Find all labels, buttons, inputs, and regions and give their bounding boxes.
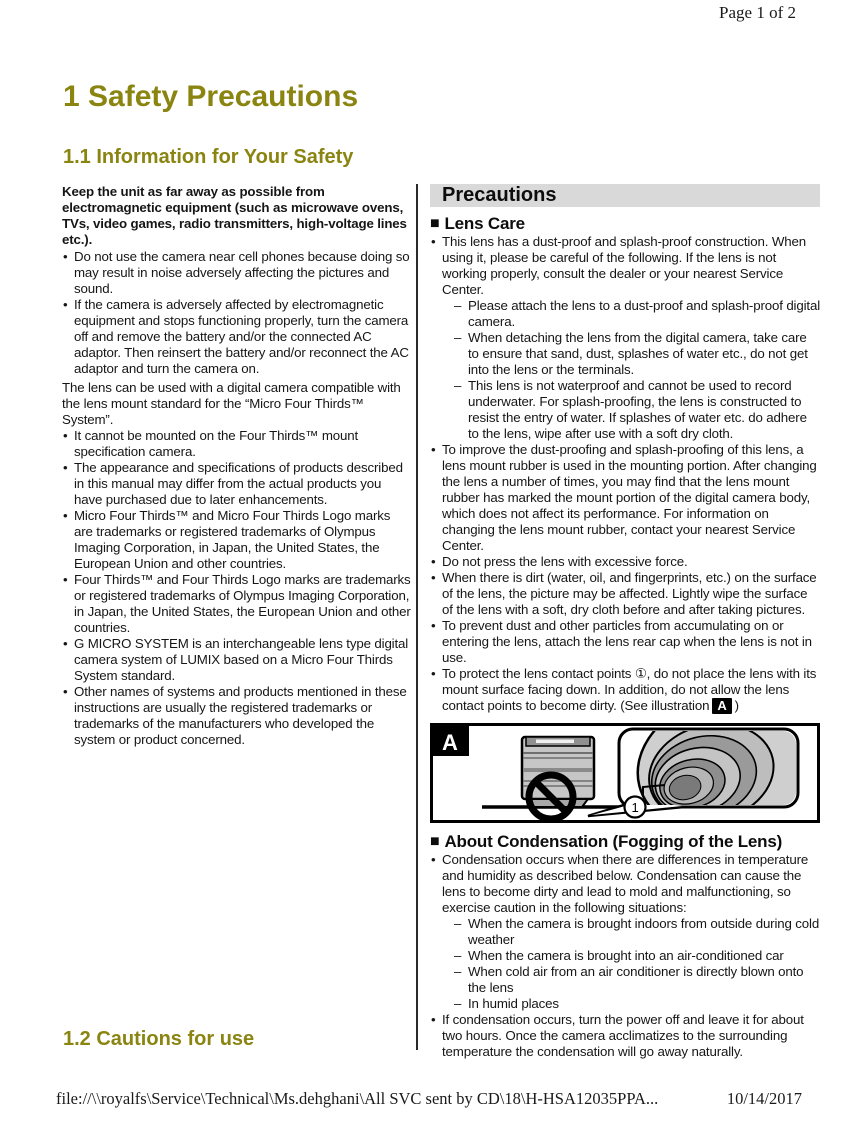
list-item [430, 554, 820, 570]
sub-list-item-text: When detaching the lens from the digital camera, take care to ensure that sand, dust, splashes of water etc., do not get into the lens or the terminals. [468, 330, 808, 377]
sub-list-item-text: In humid places [468, 996, 559, 1011]
list-item [62, 636, 411, 684]
list-item-text: When there is dirt (water, oil, and fingerprints, etc.) on the surface of the lens, the picture may be affected. Lightly wipe the surface of the lens with a soft, dry cloth before and after taking pictures. [442, 570, 817, 617]
list-item-text: Micro Four Thirds™ and Micro Four Thirds Logo marks are trademarks or registered trademarks of Olympus Imaging Corporation, in Japan, the United States, the European Union and other countries. [74, 508, 391, 571]
illustration-reference-badge: A [712, 698, 731, 714]
lens-care-heading: ■ Lens Care [430, 216, 820, 232]
column-divider [416, 184, 418, 1050]
list-item-text: Do not use the camera near cell phones because doing so may result in noise adversely affecting the pictures and sound. [74, 249, 410, 296]
contact-point-number: 1 [631, 800, 639, 815]
sub-list-item-text: Please attach the lens to a dust-proof and splash-proof digital camera. [468, 298, 821, 329]
list-item [430, 234, 820, 442]
list-item-text: The appearance and specifications of products described in this manual may differ from the actual products you have purchased due to later enhancements. [74, 460, 403, 507]
list-item [430, 618, 820, 666]
illustration-label-text: A [442, 730, 458, 755]
sub-list-item [454, 996, 820, 1012]
lens-mount-paragraph: The lens can be used with a digital camera compatible with the lens mount standard for the “Micro Four Thirds™ System”. [62, 380, 401, 427]
sub-list-item-text: When the camera is brought indoors from outside during cold weather [468, 916, 820, 947]
page-number: Page 1 of 2 [719, 3, 796, 22]
sub-list-item-text: When cold air from an air conditioner is directly blown onto the lens [468, 964, 804, 995]
standing-lens-drawing [522, 737, 594, 807]
list-item-text: To protect the lens contact points ①, do not place the lens with its mount surface facing down. In addition, do not allow the lens contact points to become dirty. (See illustration [442, 666, 817, 713]
list-item [62, 508, 411, 572]
list-item-text: G MICRO SYSTEM is an interchangeable lens type digital camera system of LUMIX based on a Micro Four Thirds System standard. [74, 636, 409, 683]
lens-illustration [430, 723, 820, 823]
list-item-text: If condensation occurs, turn the power off and leave it for about two hours. Once the camera acclimatizes to the surrounding temperature the condensation will go away naturally. [442, 1012, 804, 1059]
sub-list-item [454, 378, 820, 442]
footer [56, 1089, 802, 1109]
list-item [430, 666, 820, 714]
sub-list-item-text: When the camera is brought into an air-conditioned car [468, 948, 784, 963]
sub-list-item-text: This lens is not waterproof and cannot be used to record underwater. For splash-proofing, the lens is constructed to resist the entry of water. If splashes of water etc. do adhere to the lens, wipe after use with a soft dry cloth. [468, 378, 807, 441]
list-item-text: It cannot be mounted on the Four Thirds™ mount specification camera. [74, 428, 359, 459]
list-item-text: ) [734, 698, 739, 713]
footer-date: 10/14/2017 [726, 1089, 802, 1108]
list-item-text: This lens has a dust-proof and splash-proof construction. When using it, please be careful of the following. If the lens is not working properly, consult the dealer or your nearest Service Center. [442, 234, 806, 297]
condensation-heading: ■ About Condensation (Fogging of the Lens) [430, 834, 820, 850]
left-column [62, 184, 411, 1060]
precautions-header: Precautions [430, 184, 820, 207]
list-item [62, 684, 411, 748]
footer-file-path: file://\\royalfs\Service\Technical\Ms.dehghani\All SVC sent by CD\18\H-HSA12035PPA... [56, 1089, 659, 1108]
right-column [430, 184, 820, 1060]
sub-list-item [454, 948, 820, 964]
chapter-title: 1 Safety Precautions [63, 80, 359, 113]
list-item-text: To prevent dust and other particles from accumulating on or entering the lens, attach the lens rear cap when the lens is not in use. [442, 618, 812, 665]
list-item-text: Condensation occurs when there are differences in temperature and humidity as described below. Condensation can cause the lens to become dirty and lead to mold and malfunctioning, so exercise caution in the following situations: [442, 852, 809, 915]
list-item [62, 572, 411, 636]
list-item [62, 428, 411, 460]
lens-illustration-frame [430, 723, 820, 827]
list-item [62, 460, 411, 508]
section-title-information-for-your-safety: 1.1 Information for Your Safety [63, 146, 354, 168]
list-item [62, 297, 411, 377]
sub-list-item [454, 298, 820, 330]
emc-warning-text: Keep the unit as far away as possible from electromagnetic equipment (such as microwave ovens, TVs, video games, radio transmitters, high-voltage lines etc.). [62, 184, 407, 247]
list-item-text: If the camera is adversely affected by electromagnetic equipment and stops functioning properly, turn the camera off and remove the battery and/or the connected AC adaptor. Then reinsert the battery and/or reconnect the AC adaptor and turn the camera on. [74, 297, 409, 376]
sub-list-item [454, 330, 820, 378]
two-column-content [62, 184, 820, 1060]
sub-list-item [454, 916, 820, 948]
list-item-text: Do not press the lens with excessive force. [442, 554, 688, 569]
sub-list-item [454, 964, 820, 996]
list-item-text: To improve the dust-proofing and splash-proofing of this lens, a lens mount rubber is used in the mounting portion. After changing the lens a number of times, you may find that the lens mount rubber has marked the mount portion of the digital camera body, which does not affect its performance. For information on changing the lens mount rubber, contact your nearest Service Center. [442, 442, 817, 553]
list-item [430, 1012, 820, 1060]
list-item [430, 442, 820, 554]
list-item [62, 249, 411, 297]
list-item [430, 570, 820, 618]
list-item-text: Other names of systems and products mentioned in these instructions are usually the registered trademarks or trademarks of the manufacturers who developed the system or product concerned. [74, 684, 407, 747]
section-title-cautions-for-use: 1.2 Cautions for use [63, 1028, 255, 1050]
list-item [430, 852, 820, 1012]
list-item-text: Four Thirds™ and Four Thirds Logo marks are trademarks or registered trademarks of Olympus Imaging Corporation, in Japan, the United States, the European Union and other countries. [74, 572, 411, 635]
